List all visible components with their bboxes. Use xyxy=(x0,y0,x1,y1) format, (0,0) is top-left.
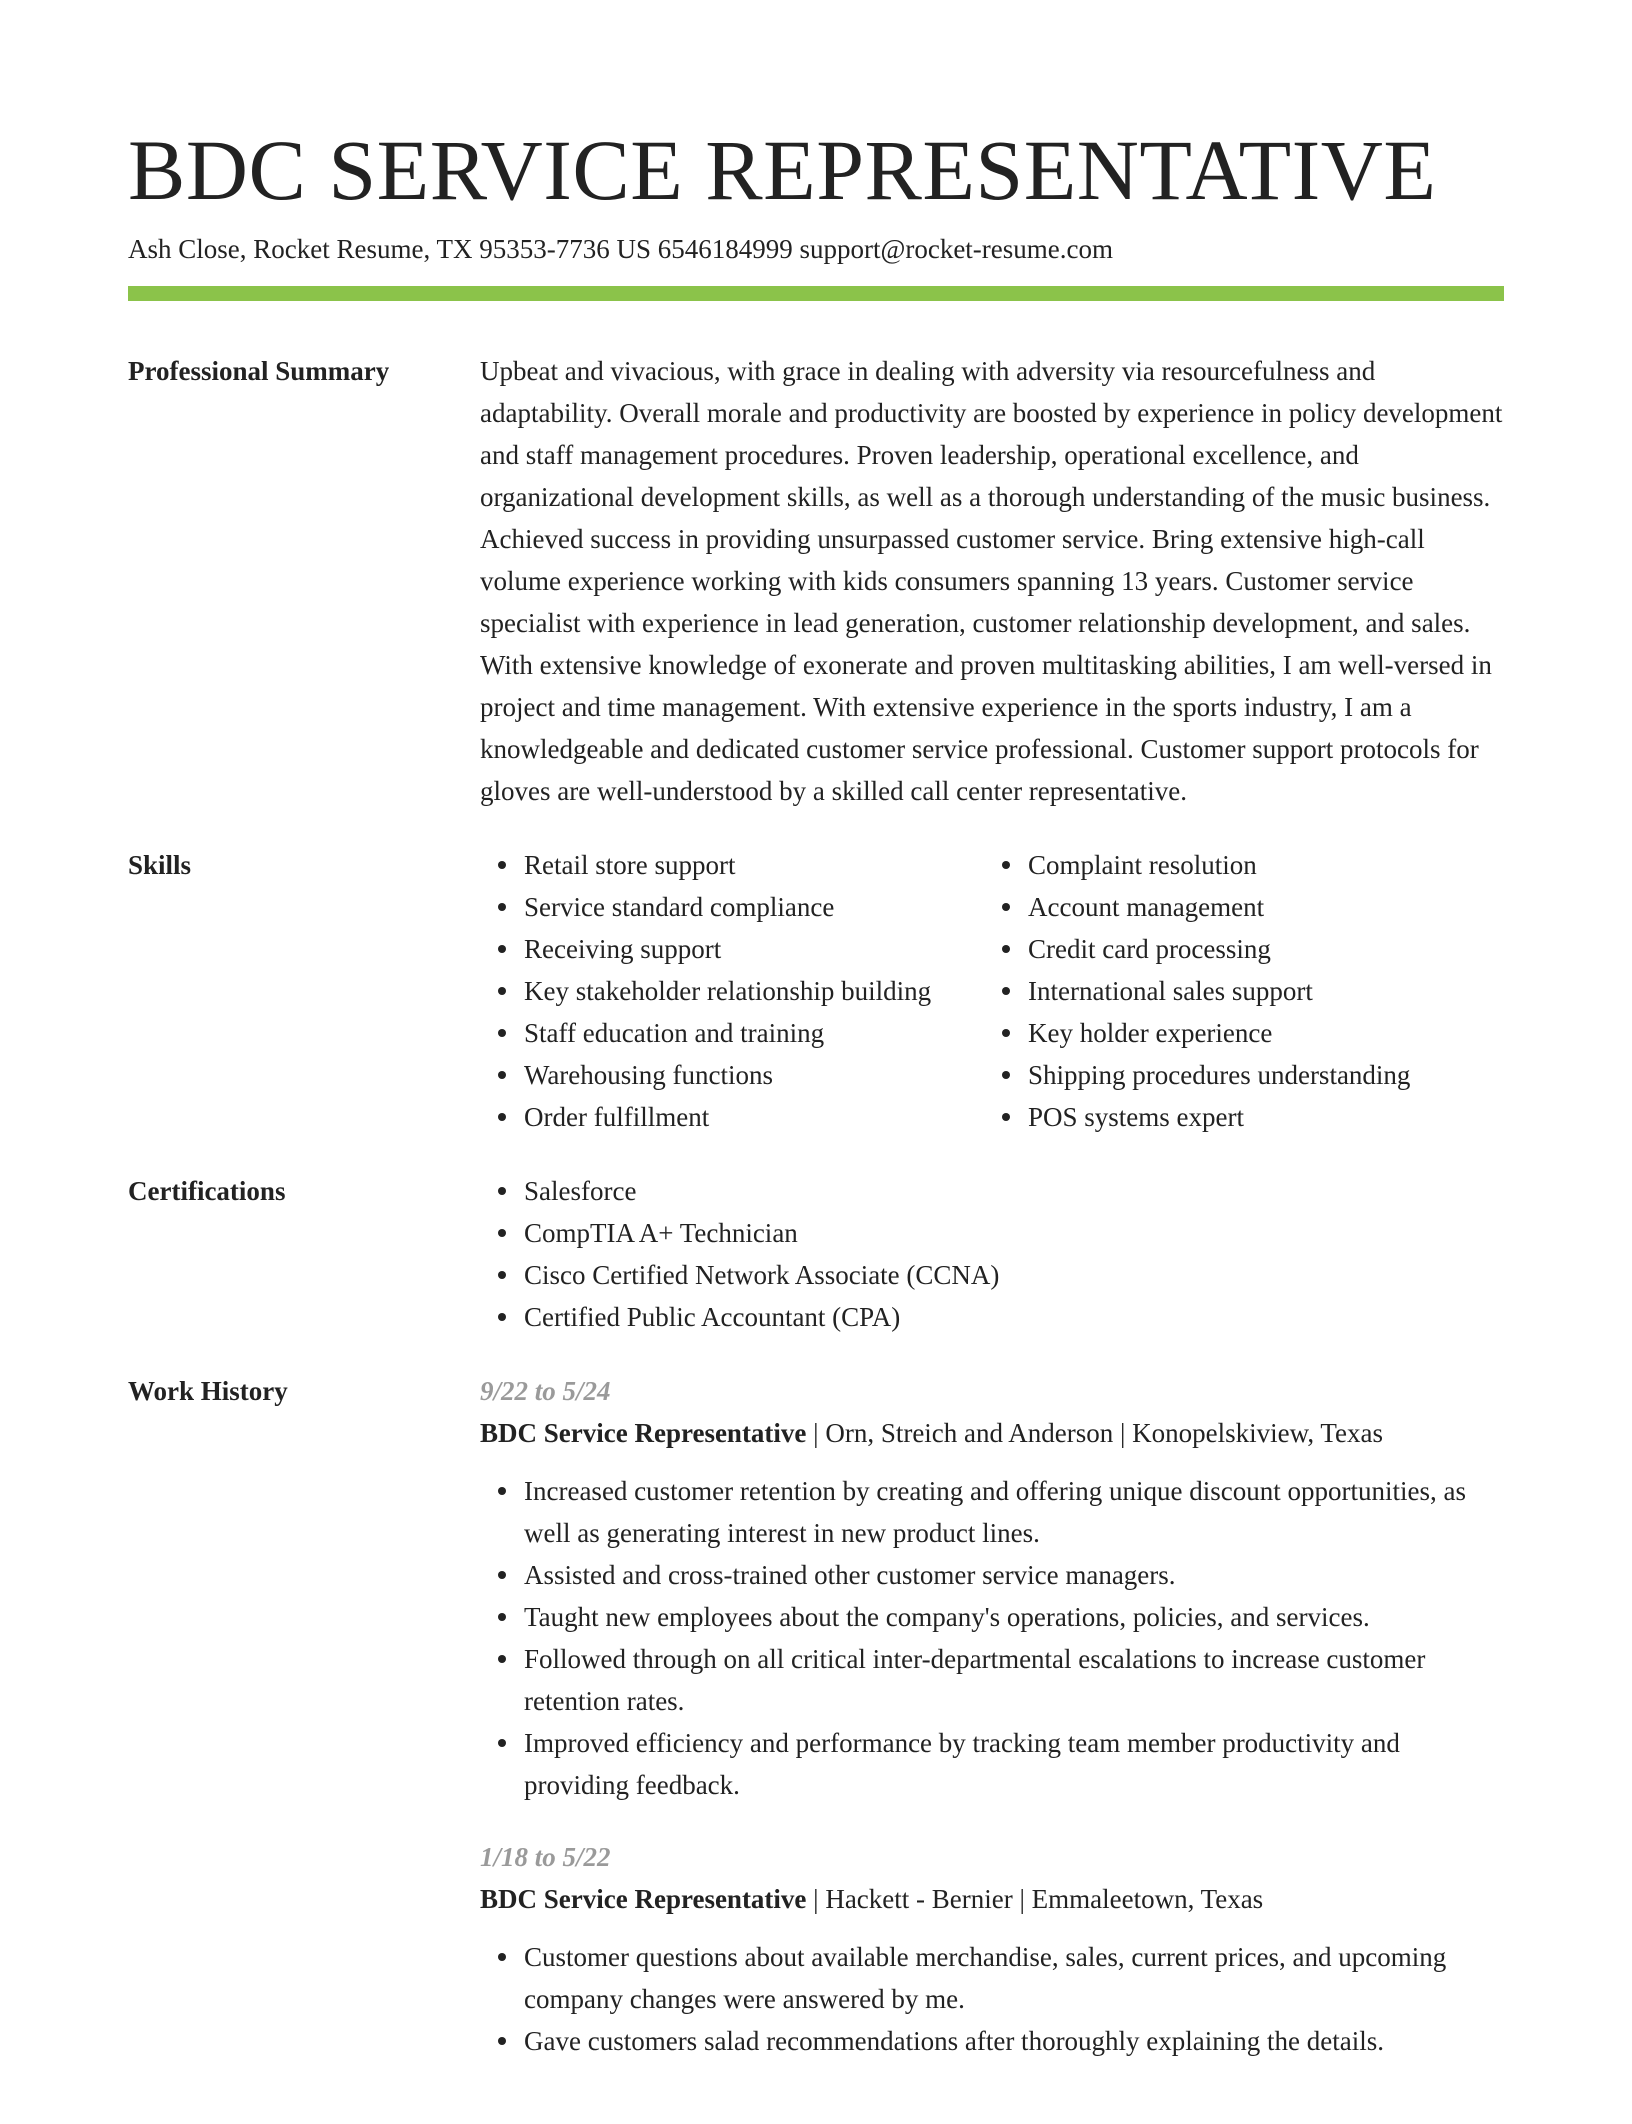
section-label: Professional Summary xyxy=(128,356,390,386)
skill-item: Staff education and training xyxy=(524,1012,984,1054)
job-duty: Assisted and cross-trained other customer service managers. xyxy=(524,1554,1504,1596)
certification-item: CompTIA A+ Technician xyxy=(524,1212,1504,1254)
skill-item: International sales support xyxy=(1028,970,1504,1012)
section-body xyxy=(480,1170,1504,1338)
skill-item: Warehousing functions xyxy=(524,1054,984,1096)
skill-item: Complaint resolution xyxy=(1028,844,1504,886)
skills-column-right xyxy=(984,844,1504,1138)
certification-item: Certified Public Accountant (CPA) xyxy=(524,1296,1504,1338)
job-duty: Gave customers salad recommendations after thoroughly explaining the details. xyxy=(524,2020,1504,2062)
skill-item: Shipping procedures understanding xyxy=(1028,1054,1504,1096)
section-label: Certifications xyxy=(128,1176,286,1206)
job-duty: Customer questions about available merchandise, sales, current prices, and upcoming company changes were answered by me. xyxy=(524,1936,1504,2020)
job-duties-list xyxy=(480,1936,1504,2062)
skill-item: Service standard compliance xyxy=(524,886,984,928)
section-body xyxy=(480,350,1504,812)
skill-item: Credit card processing xyxy=(1028,928,1504,970)
skills-column-left xyxy=(480,844,984,1138)
skills-list-right xyxy=(984,844,1504,1138)
skill-item: Account management xyxy=(1028,886,1504,928)
job-employer-location: | Orn, Streich and Anderson | Konopelskiview, Texas xyxy=(806,1418,1383,1448)
section-label: Work History xyxy=(128,1376,288,1406)
skills-list-left xyxy=(480,844,984,1138)
skill-item: POS systems expert xyxy=(1028,1096,1504,1138)
job-dates: 9/22 to 5/24 xyxy=(480,1376,611,1406)
section-work-history xyxy=(128,1370,1504,2092)
certification-item: Cisco Certified Network Associate (CCNA) xyxy=(524,1254,1504,1296)
skill-item: Key stakeholder relationship building xyxy=(524,970,984,1012)
job-heading xyxy=(480,1878,1504,1920)
job-dates: 1/18 to 5/22 xyxy=(480,1842,611,1872)
resume-sections xyxy=(128,350,1504,2124)
section-label: Skills xyxy=(128,850,192,880)
skill-item: Key holder experience xyxy=(1028,1012,1504,1054)
resume-title: BDC SERVICE REPRESENTATIVE xyxy=(128,122,1437,218)
job-duty: Improved efficiency and performance by tracking team member productivity and providing feedback. xyxy=(524,1722,1504,1806)
job-title: BDC Service Representative xyxy=(480,1418,807,1448)
section-body xyxy=(480,1370,1504,2092)
job-title: BDC Service Representative xyxy=(480,1884,807,1914)
accent-divider xyxy=(128,286,1504,301)
skill-item: Receiving support xyxy=(524,928,984,970)
job-employer-location: | Hackett - Bernier | Emmaleetown, Texas xyxy=(806,1884,1264,1914)
skill-item: Order fulfillment xyxy=(524,1096,984,1138)
contact-line: Ash Close, Rocket Resume, TX 95353-7736 US 6546184999 support@rocket-resume.com xyxy=(128,234,1113,264)
section-certifications xyxy=(128,1170,1504,1338)
certification-item: Salesforce xyxy=(524,1170,1504,1212)
job-duty: Taught new employees about the company's operations, policies, and services. xyxy=(524,1596,1504,1638)
certifications-list xyxy=(480,1170,1504,1338)
job-entry xyxy=(480,1836,1504,2062)
section-skills xyxy=(128,844,1504,1138)
summary-text: Upbeat and vivacious, with grace in dealing with adversity via resourcefulness and adaptability. Overall morale and productivity are boosted by experience in policy development and staff management procedures. Proven leadership, operational excellence, and organizational development skills, as well as a thorough understanding of the music business. Achieved success in providing unsurpassed customer service. Bring extensive high-call volume experience working with kids consumers spanning 13 years. Customer service specialist with experience in lead generation, customer relationship development, and sales. With extensive knowledge of exonerate and proven multitasking abilities, I am well-versed in project and time management. With extensive experience in the sports industry, I am a knowledgeable and dedicated customer service professional. Customer support protocols for gloves are well-understood by a skilled call center representative. xyxy=(480,356,1503,806)
job-duty: Followed through on all critical inter-departmental escalations to increase customer retention rates. xyxy=(524,1638,1504,1722)
job-entry xyxy=(480,1370,1504,1806)
job-duty: Increased customer retention by creating and offering unique discount opportunities, as well as generating interest in new product lines. xyxy=(524,1470,1504,1554)
section-professional-summary xyxy=(128,350,1504,812)
job-heading xyxy=(480,1412,1504,1454)
skills-grid xyxy=(480,844,1504,1138)
job-duties-list xyxy=(480,1470,1504,1806)
skill-item: Retail store support xyxy=(524,844,984,886)
